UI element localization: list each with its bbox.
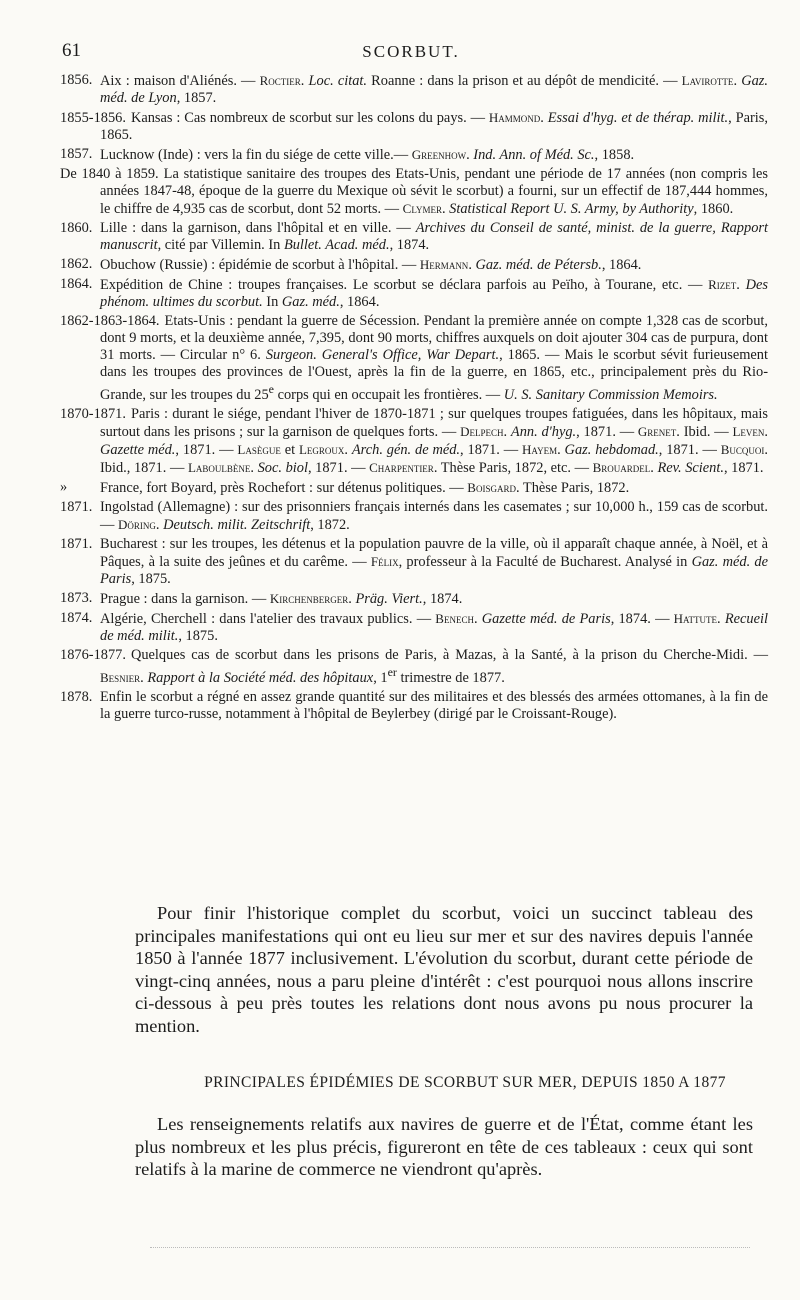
entry-text: Lille : dans la garnison, dans l'hôpital et en ville. — Archives du Conseil de santé, minist. de la guerre, Rapport manuscrit, cité par Villemin. In Bullet. Acad. méd., 1874.: [100, 220, 768, 253]
entry-year: 1855-1856.: [60, 110, 126, 126]
chronology-entry: [60, 109, 768, 144]
entry-text: La statistique sanitaire des troupes des Etats-Unis, pendant une période de 17 années (non compris les années 1847-48, époque de la guerre du Mexique où sévit le scorbut) a fourni, sur un effectif de 187,444 hommes, le chiffre de 4,935 cas de scorbut, dont 52 morts. — Clymer. Statistical Report U. S. Army, by Authority, 1860.: [100, 166, 768, 217]
entry-year: »: [60, 478, 68, 495]
entry-year: De 1840 à 1859.: [60, 166, 159, 182]
chronology-entry: [60, 166, 768, 218]
section-heading: PRINCIPALES ÉPIDÉMIES DE SCORBUT SUR MER, DEPUIS 1850 A 1877: [204, 1074, 726, 1091]
entry-text: Quelques cas de scorbut dans les prisons de Paris, à Mazas, à la Santé, à la prison du Cherche-Midi. — Besnier. Rapport à la Société méd. des hôpitaux, 1er trimestre de 1877.: [100, 646, 768, 686]
chronology-entry: [60, 609, 769, 645]
entry-text: Prague : dans la garnison. — Kirchenberger. Präg. Viert., 1874.: [100, 590, 463, 607]
entry-text: Obuchow (Russie) : épidémie de scorbut à l'hôpital. — Hermann. Gaz. méd. de Pétersb., 1864.: [100, 257, 642, 273]
entry-year: 1871.: [60, 535, 93, 552]
entry-year: 1862-1863-1864.: [60, 313, 160, 329]
body-paragraph-2: Les renseignements relatifs aux navires de guerre et de l'État, comme étant les plus nombreux et les plus précis, figureront en tête de ces tableaux : ceux qui sont relatifs à la marine de commerce ne viendront qu'après.: [135, 1114, 753, 1179]
entry-text: Paris : durant le siége, pendant l'hiver de 1870-1871 ; sur quelques troupes fatiguées, dans les hôpitaux, mais surtout dans les prisons ; sur la garnison de quelques forts. — Delpech. Ann. d'hyg., 1871. — Grenet. Ibid. — Leven. Gazette méd., 1871. — Lasègue et Legroux. Arch. gén. de méd., 1871. — Hayem. Gaz. hebdomad., 1871. — Bucquoi. Ibid., 1871. — Laboulbène. Soc. biol, 1871. — Charpentier. Thèse Paris, 1872, etc. — Brouardel. Rev. Scient., 1871.: [100, 405, 768, 476]
entry-year: 1864.: [60, 276, 93, 292]
entry-year: 1856.: [60, 72, 93, 88]
chronology-entry: [60, 72, 768, 107]
page-number: 61: [62, 40, 81, 61]
entry-text: Aix : maison d'Aliénés. — Roctier. Loc. citat. Roanne : dans la prison et au dépôt de mendicité. — Lavirotte. Gaz. méd. de Lyon, 1857.: [100, 73, 768, 106]
chronology-entry: [60, 646, 768, 687]
chronology-entry: [60, 313, 768, 404]
running-title: SCORBUT.: [362, 42, 460, 61]
chronology-entry: [60, 688, 768, 723]
entry-year: 1860.: [60, 220, 93, 236]
entry-year: 1862.: [60, 256, 93, 272]
chronology-entry: [60, 478, 768, 497]
entry-text: Algérie, Cherchell : dans l'atelier des travaux publics. — Benech. Gazette méd. de Paris, 1874. — Hattute. Recueil de méd. milit., 1875.: [100, 610, 769, 644]
entry-text: Expédition de Chine : troupes françaises. Le scorbut se déclara parfois au Peïho, à Tourane, etc. — Rizet. Des phénom. ultimes du scorbut. In Gaz. méd., 1864.: [100, 277, 768, 310]
entry-text: France, fort Boyard, près Rochefort : sur détenus politiques. — Boisgard. Thèse Paris, 1872.: [100, 479, 630, 496]
chronology-entry: [60, 276, 768, 311]
chronology-entry: [60, 220, 768, 254]
entry-year: 1870-1871.: [60, 405, 126, 422]
entry-year: 1878.: [60, 688, 93, 705]
entry-year: 1871.: [60, 498, 93, 515]
chronology-entry: [60, 535, 768, 588]
entry-text: Bucharest : sur les troupes, les détenus et la population pauvre de la ville, où il apparaît chaque année, à Noël, et à Pâques, à la suite des jeûnes et du carême. — Félix, professeur à la Faculté de Bucharest. Analysé in Gaz. méd. de Paris, 1875.: [100, 535, 768, 587]
entry-text: Lucknow (Inde) : vers la fin du siége de cette ville.— Greenhow. Ind. Ann. of Méd. Sc., 1858.: [100, 147, 635, 163]
entry-year: 1857.: [60, 146, 93, 162]
footer-rule: [150, 1247, 750, 1248]
entry-year: 1876-1877.: [60, 646, 126, 663]
entry-year: 1873.: [60, 589, 93, 606]
entry-text: Enfin le scorbut a régné en assez grande quantité sur des militaires et des blessés des armées ottomanes, à la fin de la guerre turco-russe, notamment à l'hôpital de Beylerbey (dirigé par le Croissant-Rouge).: [100, 688, 768, 722]
entry-text: Kansas : Cas nombreux de scorbut sur les colons du pays. — Hammond. Essai d'hyg. et de thérap. milit., Paris, 1865.: [100, 110, 768, 143]
chronology-list: [60, 72, 769, 725]
body-paragraph: Pour finir l'historique complet du scorbut, voici un succinct tableau des principales manifestations qui ont eu lieu sur mer et sur des navires depuis l'année 1850 à l'année 1877 inclusivement. L'évolution du scorbut, durant cette période de vingt-cinq années, nous a paru pleine d'intérêt : c'est pourquoi nous allons inscrire ci-dessous à peu près toutes les relations dont nous avons pu nous procurer la mention.: [135, 903, 753, 1036]
entry-text: Ingolstad (Allemagne) : sur des prisonniers français internés dans les casemates ; sur 10,000 h., 159 cas de scorbut. — Döring. Deutsch. milit. Zeitschrift, 1872.: [100, 498, 768, 533]
page-header: [62, 40, 760, 70]
chronology-entry: [60, 256, 768, 274]
entry-text: Etats-Unis : pendant la guerre de Sécession. Pendant la première année on compte 1,328 cas de scorbut, dont 9 morts, et la deuxième année, 7,395, dont 90 morts, chiffres auxquels on doit ajouter 304 cas de purpura, dont 31 morts. — Circular n° 6. Surgeon. General's Office, War Depart., 1865. — Mais le scorbut sévit furieusement dans les troupes des provinces de l'Ouest, après la fin de la guerre, en 1865, etc., principalement près du Rio-Grande, sur les troupes du 25e corps qui en occupait les frontières. — U. S. Sanitary Commission Memoirs.: [100, 313, 768, 403]
chronology-entry: [60, 146, 768, 164]
chronology-entry: [60, 405, 768, 477]
chronology-entry: [60, 498, 768, 534]
entry-year: 1874.: [60, 609, 93, 626]
chronology-entry: [60, 589, 768, 608]
